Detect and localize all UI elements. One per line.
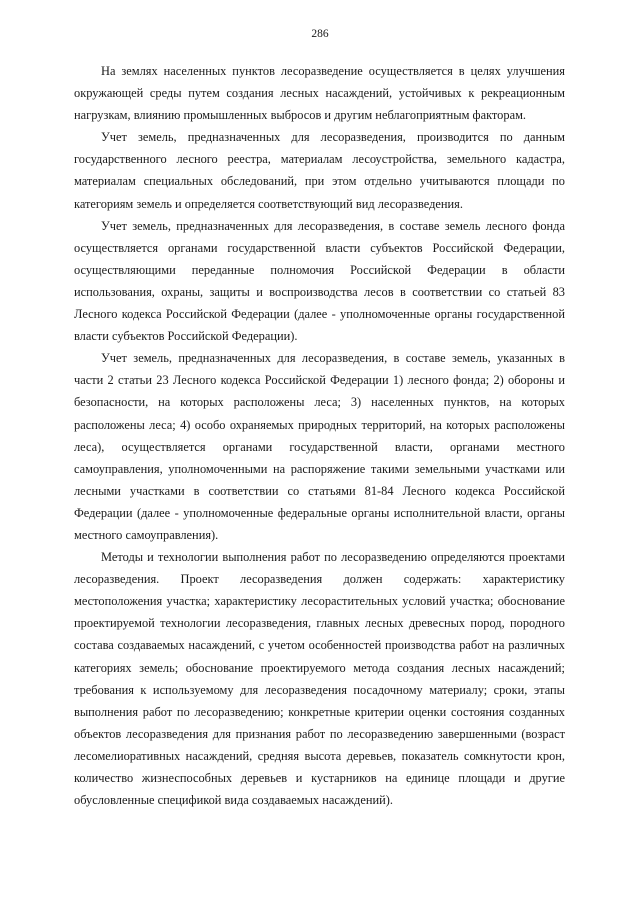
paragraph-1: На землях населенных пунктов лесоразведение осуществляется в целях улучшения окружающей среды путем создания лесных насаждений, устойчивых к рекреационным нагрузкам, влиянию промышленных выбросов и другим неблагоприятным факторам. — [74, 64, 565, 123]
paragraph-4: Учет земель, предназначенных для лесоразведения, в составе земель, указанных в части 2 статьи 23 Лесного кодекса Российской Федерации 1) лесного фонда; 2) обороны и безопасности, на которых расположены леса; 3) населенных пунктов, на которых расположены леса; 4) особо охраняемых природных территорий, на которых расположены леса), осуществляется органами государственной власти, органами местного самоуправления, уполномоченными на распоряжение такими земельными участками или лесными участками в соответствии со статьями 81-84 Лесного кодекса Российской Федерации (далее - уполномоченные федеральные органы исполнительной власти, органы местного самоуправления). — [74, 351, 565, 542]
paragraph-5: Методы и технологии выполнения работ по лесоразведению определяются проектами лесоразведения. Проект лесоразведения должен содержать: характеристику местоположения участка; характеристику лесорастительных условий участка; обоснование проектируемой технологии лесоразведения, главных лесных древесных пород, породного состава создаваемых насаждений, с учетом особенностей производства работ на различных категориях земель; обоснование проектируемого метода создания лесных насаждений; требования к используемому для лесоразведения посадочному материалу; сроки, этапы выполнения работ по лесоразведению; конкретные критерии оценки состояния созданных объектов лесоразведения для признания работ по лесоразведению завершенными (возраст лесомелиоративных насаждений, средняя высота деревьев, показатель сомкнутости крон, количество жизнеспособных деревьев и кустарников на единице площади и другие обусловленные спецификой вида создаваемых насаждений). — [74, 550, 565, 808]
page-number: 286 — [311, 28, 329, 40]
document-body — [74, 60, 565, 811]
paragraph-3: Учет земель, предназначенных для лесоразведения, в составе земель лесного фонда осуществляется органами государственной власти субъектов Российской Федерации, осуществляющими переданные полномочия Российской Федерации в области использования, охраны, защиты и воспроизводства лесов в соответствии со статьей 83 Лесного кодекса Российской Федерации (далее - уполномоченные органы государственной власти субъектов Российской Федерации). — [74, 218, 565, 344]
paragraph-2: Учет земель, предназначенных для лесоразведения, производится по данным государственного лесного реестра, материалам лесоустройства, земельного кадастра, материалам специальных обследований, при этом отдельно учитываются площади по категориям земель и определяется соответствующий вид лесоразведения. — [74, 130, 565, 211]
